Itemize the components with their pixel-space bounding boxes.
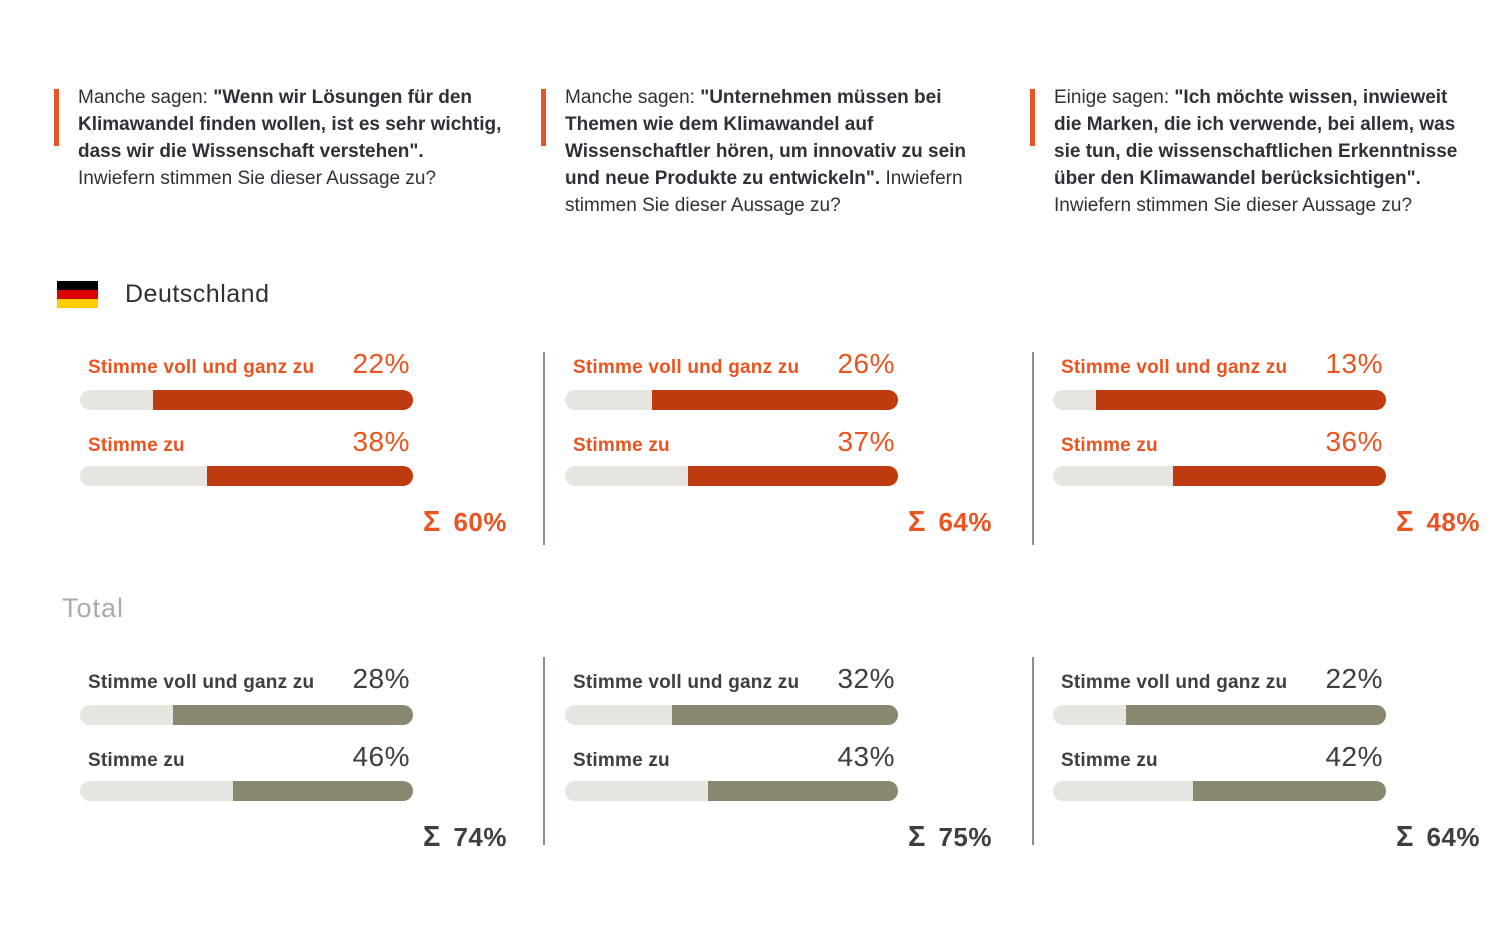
flag-stripe-gold: [57, 299, 98, 308]
agree-value: 22%: [352, 348, 410, 379]
column-divider: [1032, 352, 1034, 545]
agree-label: Stimme zu: [573, 435, 670, 456]
question-tail: Inwiefern stimmen Sie dieser Aussage zu?: [565, 168, 963, 216]
bar-fill: [1173, 466, 1386, 486]
question-quote: "Wenn wir Lösungen für den Klimawandel finden wollen, ist es sehr wichtig, dass wir die Wissenschaft verstehen".: [78, 87, 502, 162]
bar-fill: [1126, 705, 1386, 725]
bar-fill: [1096, 390, 1386, 410]
question-tail: Inwiefern stimmen Sie dieser Aussage zu?: [1054, 195, 1413, 216]
bar-track: [80, 466, 413, 486]
question-block-2: [541, 84, 989, 219]
bar-row: [1053, 663, 1386, 695]
agree-label: Stimme voll und ganz zu: [573, 357, 800, 378]
bar-row: [1053, 348, 1386, 380]
bar-row: [565, 426, 898, 458]
bar-track: [1053, 390, 1386, 410]
bar-fill: [173, 705, 413, 725]
bar-track: [1053, 781, 1386, 801]
chart-group-total-3: [1053, 663, 1480, 863]
bar-track: [565, 390, 898, 410]
sigma-icon: Σ: [1396, 506, 1414, 538]
bar-row: [80, 663, 413, 695]
question-accent-bar: [1030, 89, 1035, 146]
agree-label: Stimme zu: [88, 435, 185, 456]
question-tail: Inwiefern stimmen Sie dieser Aussage zu?: [78, 168, 437, 189]
agree-label: Stimme voll und ganz zu: [1061, 357, 1288, 378]
bar-row: [565, 663, 898, 695]
bar-track: [565, 705, 898, 725]
question-text: [1054, 84, 1478, 219]
flag-stripe-black: [57, 281, 98, 290]
sum-row: [1053, 821, 1480, 854]
bar-track: [80, 705, 413, 725]
bar-row: [1053, 426, 1386, 458]
agree-label: Stimme voll und ganz zu: [1061, 672, 1288, 693]
sum-row: [1053, 506, 1480, 539]
sum-value: 60%: [453, 507, 507, 537]
question-intro: Einige sagen:: [1054, 87, 1175, 108]
agree-value: 37%: [837, 426, 895, 457]
section-label-total: Total: [62, 593, 125, 623]
bar-row: [565, 741, 898, 773]
bar-track: [80, 781, 413, 801]
sum-row: [80, 506, 507, 539]
question-quote: "Ich möchte wissen, inwieweit die Marken, die ich verwende, bei allem, was sie tun, die wissenschaftlichen Erkenntnisse über den Klimawandel berücksichtigen".: [1054, 87, 1458, 189]
question-accent-bar: [54, 89, 59, 146]
chart-group-deutschland-3: [1053, 348, 1480, 548]
sum-value: 74%: [453, 822, 507, 852]
sigma-icon: Σ: [908, 506, 926, 538]
bar-track: [80, 390, 413, 410]
agree-value: 32%: [837, 663, 895, 694]
bar-fill: [672, 705, 898, 725]
question-quote: "Unternehmen müssen bei Themen wie dem Klimawandel auf Wissenschaftler hören, um innovativ zu sein und neue Produkte zu entwickeln".: [565, 87, 967, 189]
question-accent-bar: [541, 89, 546, 146]
bar-track: [565, 466, 898, 486]
german-flag-icon: [57, 281, 98, 308]
bar-fill: [688, 466, 898, 486]
agree-value: 13%: [1325, 348, 1383, 379]
question-text: [78, 84, 502, 192]
agree-label: Stimme zu: [1061, 435, 1158, 456]
bar-fill: [207, 466, 413, 486]
column-divider: [1032, 657, 1034, 845]
agree-label: Stimme voll und ganz zu: [88, 357, 315, 378]
sigma-icon: Σ: [423, 821, 441, 853]
agree-value: 42%: [1325, 741, 1383, 772]
sigma-icon: Σ: [1396, 821, 1414, 853]
bar-row: [565, 348, 898, 380]
chart-group-total-2: [565, 663, 992, 863]
bar-track: [1053, 466, 1386, 486]
agree-value: 22%: [1325, 663, 1383, 694]
question-intro: Manche sagen:: [565, 87, 701, 108]
chart-group-deutschland-2: [565, 348, 992, 548]
bar-track: [565, 781, 898, 801]
agree-label: Stimme zu: [573, 750, 670, 771]
bar-fill: [233, 781, 413, 801]
bar-row: [80, 741, 413, 773]
flag-stripe-red: [57, 290, 98, 299]
column-divider: [543, 352, 545, 545]
sum-value: 64%: [938, 507, 992, 537]
agree-value: 26%: [837, 348, 895, 379]
sum-row: [565, 506, 992, 539]
agree-label: Stimme voll und ganz zu: [88, 672, 315, 693]
bar-fill: [652, 390, 898, 410]
bar-fill: [708, 781, 898, 801]
bar-fill: [153, 390, 413, 410]
bar-fill: [1193, 781, 1386, 801]
sum-value: 64%: [1426, 822, 1480, 852]
agree-value: 38%: [352, 426, 410, 457]
agree-label: Stimme zu: [1061, 750, 1158, 771]
sum-row: [80, 821, 507, 854]
agree-label: Stimme voll und ganz zu: [573, 672, 800, 693]
bar-row: [1053, 741, 1386, 773]
question-text: [565, 84, 989, 219]
bar-track: [1053, 705, 1386, 725]
sigma-icon: Σ: [423, 506, 441, 538]
sum-value: 48%: [1426, 507, 1480, 537]
question-block-3: [1030, 84, 1478, 219]
chart-group-deutschland-1: [80, 348, 507, 548]
column-divider: [543, 657, 545, 845]
question-intro: Manche sagen:: [78, 87, 214, 108]
chart-group-total-1: [80, 663, 507, 863]
sigma-icon: Σ: [908, 821, 926, 853]
agree-value: 28%: [352, 663, 410, 694]
agree-value: 46%: [352, 741, 410, 772]
sum-row: [565, 821, 992, 854]
question-block-1: [54, 84, 502, 192]
agree-label: Stimme zu: [88, 750, 185, 771]
section-label-deutschland: Deutschland: [125, 280, 270, 308]
sum-value: 75%: [938, 822, 992, 852]
bar-row: [80, 426, 413, 458]
agree-value: 36%: [1325, 426, 1383, 457]
agree-value: 43%: [837, 741, 895, 772]
bar-row: [80, 348, 413, 380]
